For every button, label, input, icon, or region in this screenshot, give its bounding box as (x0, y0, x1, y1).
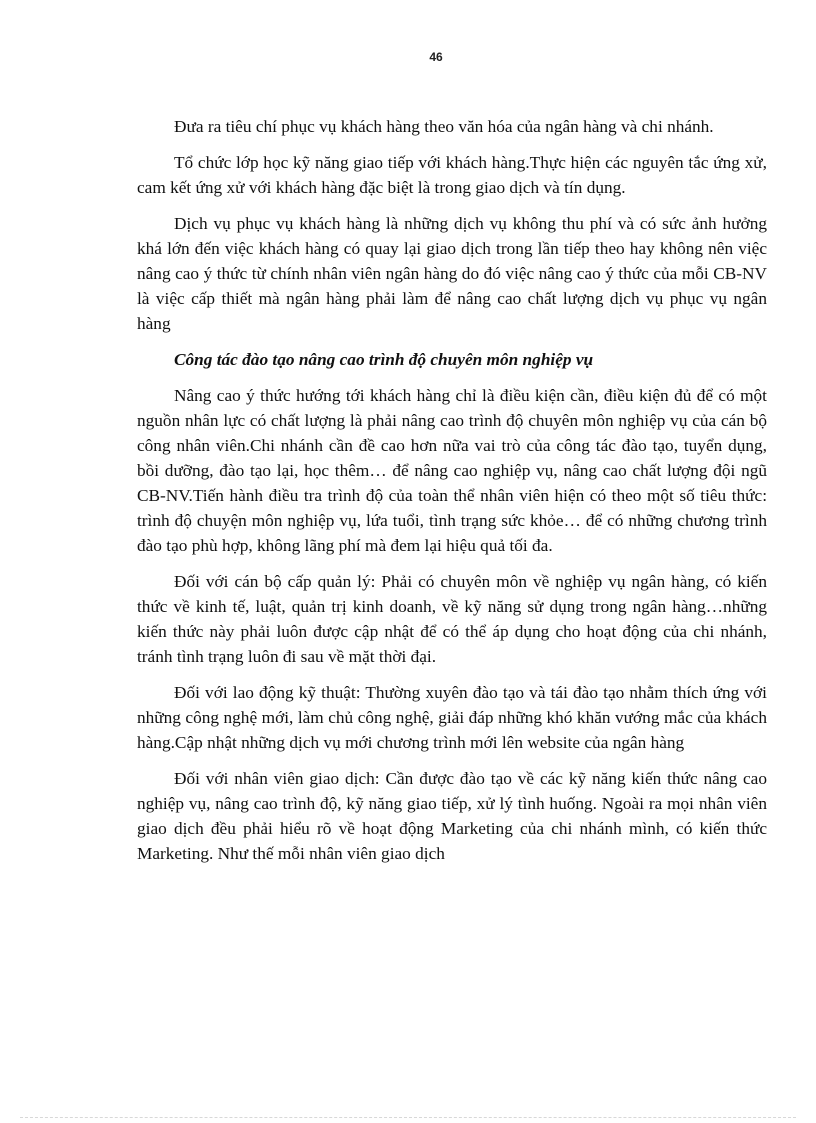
section-heading-training: Công tác đào tạo nâng cao trình độ chuyên môn nghiệp vụ (174, 350, 594, 369)
paragraph-transaction-staff: Đối với nhân viên giao dịch: Cần được đào tạo về các kỹ năng kiến thức nâng cao nghiệp vụ, nâng cao trình độ, kỹ năng giao tiếp, xử lý tình huống. Ngoài ra mọi nhân viên giao dịch đều phải hiểu rõ về hoạt động Marketing của chi nhánh mình, có kiến thức Marketing. Như thế mỗi nhân viên giao dịch (137, 769, 767, 863)
document-body (137, 114, 767, 877)
paragraph-professional-training: Nâng cao ý thức hướng tới khách hàng chỉ là điều kiện cần, điều kiện đủ để có một nguồn nhân lực có chất lượng là phải nâng cao trình độ chuyên môn nghiệp vụ của cán bộ công nhân viên.Chi nhánh cần đề cao hơn nữa vai trò của công tác đào tạo, tuyển dụng, bồi dưỡng, đào tạo lại, học thêm… để nâng cao nghiệp vụ, nâng cao chất lượng đội ngũ CB-NV.Tiến hành điều tra trình độ của toàn thể nhân viên hiện có theo một số tiêu thức: trình độ chuyện môn nghiệp vụ, lứa tuổi, tình trạng sức khỏe… để có những chương trình đào tạo phù hợp, không lãng phí mà đem lại hiệu quả tối đa. (137, 386, 767, 555)
page-number: 46 (429, 50, 443, 64)
paragraph-management-staff: Đối với cán bộ cấp quản lý: Phải có chuyên môn về nghiệp vụ ngân hàng, có kiến thức về kinh tế, luật, quản trị kinh doanh, về kỹ năng sử dụng trong ngân hàng…những kiến thức này phải luôn được cập nhật để có thể áp dụng cho hoạt động của chi nhánh, tránh tình trạng luôn đi sau về mặt thời đại. (137, 572, 767, 666)
paragraph-customer-service-awareness: Dịch vụ phục vụ khách hàng là những dịch vụ không thu phí và có sức ảnh hưởng khá lớn đến việc khách hàng có quay lại giao dịch trong lần tiếp theo hay không nên việc nâng cao ý thức từ chính nhân viên ngân hàng do đó việc nâng cao ý thức của mỗi CB-NV là việc cấp thiết mà ngân hàng phải làm để nâng cao chất lượng dịch vụ phục vụ ngân hàng (137, 214, 767, 333)
paragraph-communication-skills-class: Tổ chức lớp học kỹ năng giao tiếp với khách hàng.Thực hiện các nguyên tắc ứng xử, cam kết ứng xử với khách hàng đặc biệt là trong giao dịch và tín dụng. (137, 153, 767, 197)
page-bottom-divider (20, 1117, 796, 1118)
paragraph-customer-service-criteria: Đưa ra tiêu chí phục vụ khách hàng theo văn hóa của ngân hàng và chi nhánh. (174, 117, 714, 136)
paragraph-technical-staff: Đối với lao động kỹ thuật: Thường xuyên đào tạo và tái đào tạo nhằm thích ứng với những công nghệ mới, làm chủ công nghệ, giải đáp những khó khăn vướng mắc của khách hàng.Cập nhật những dịch vụ mới chương trình mới lên website của ngân hàng (137, 683, 767, 752)
